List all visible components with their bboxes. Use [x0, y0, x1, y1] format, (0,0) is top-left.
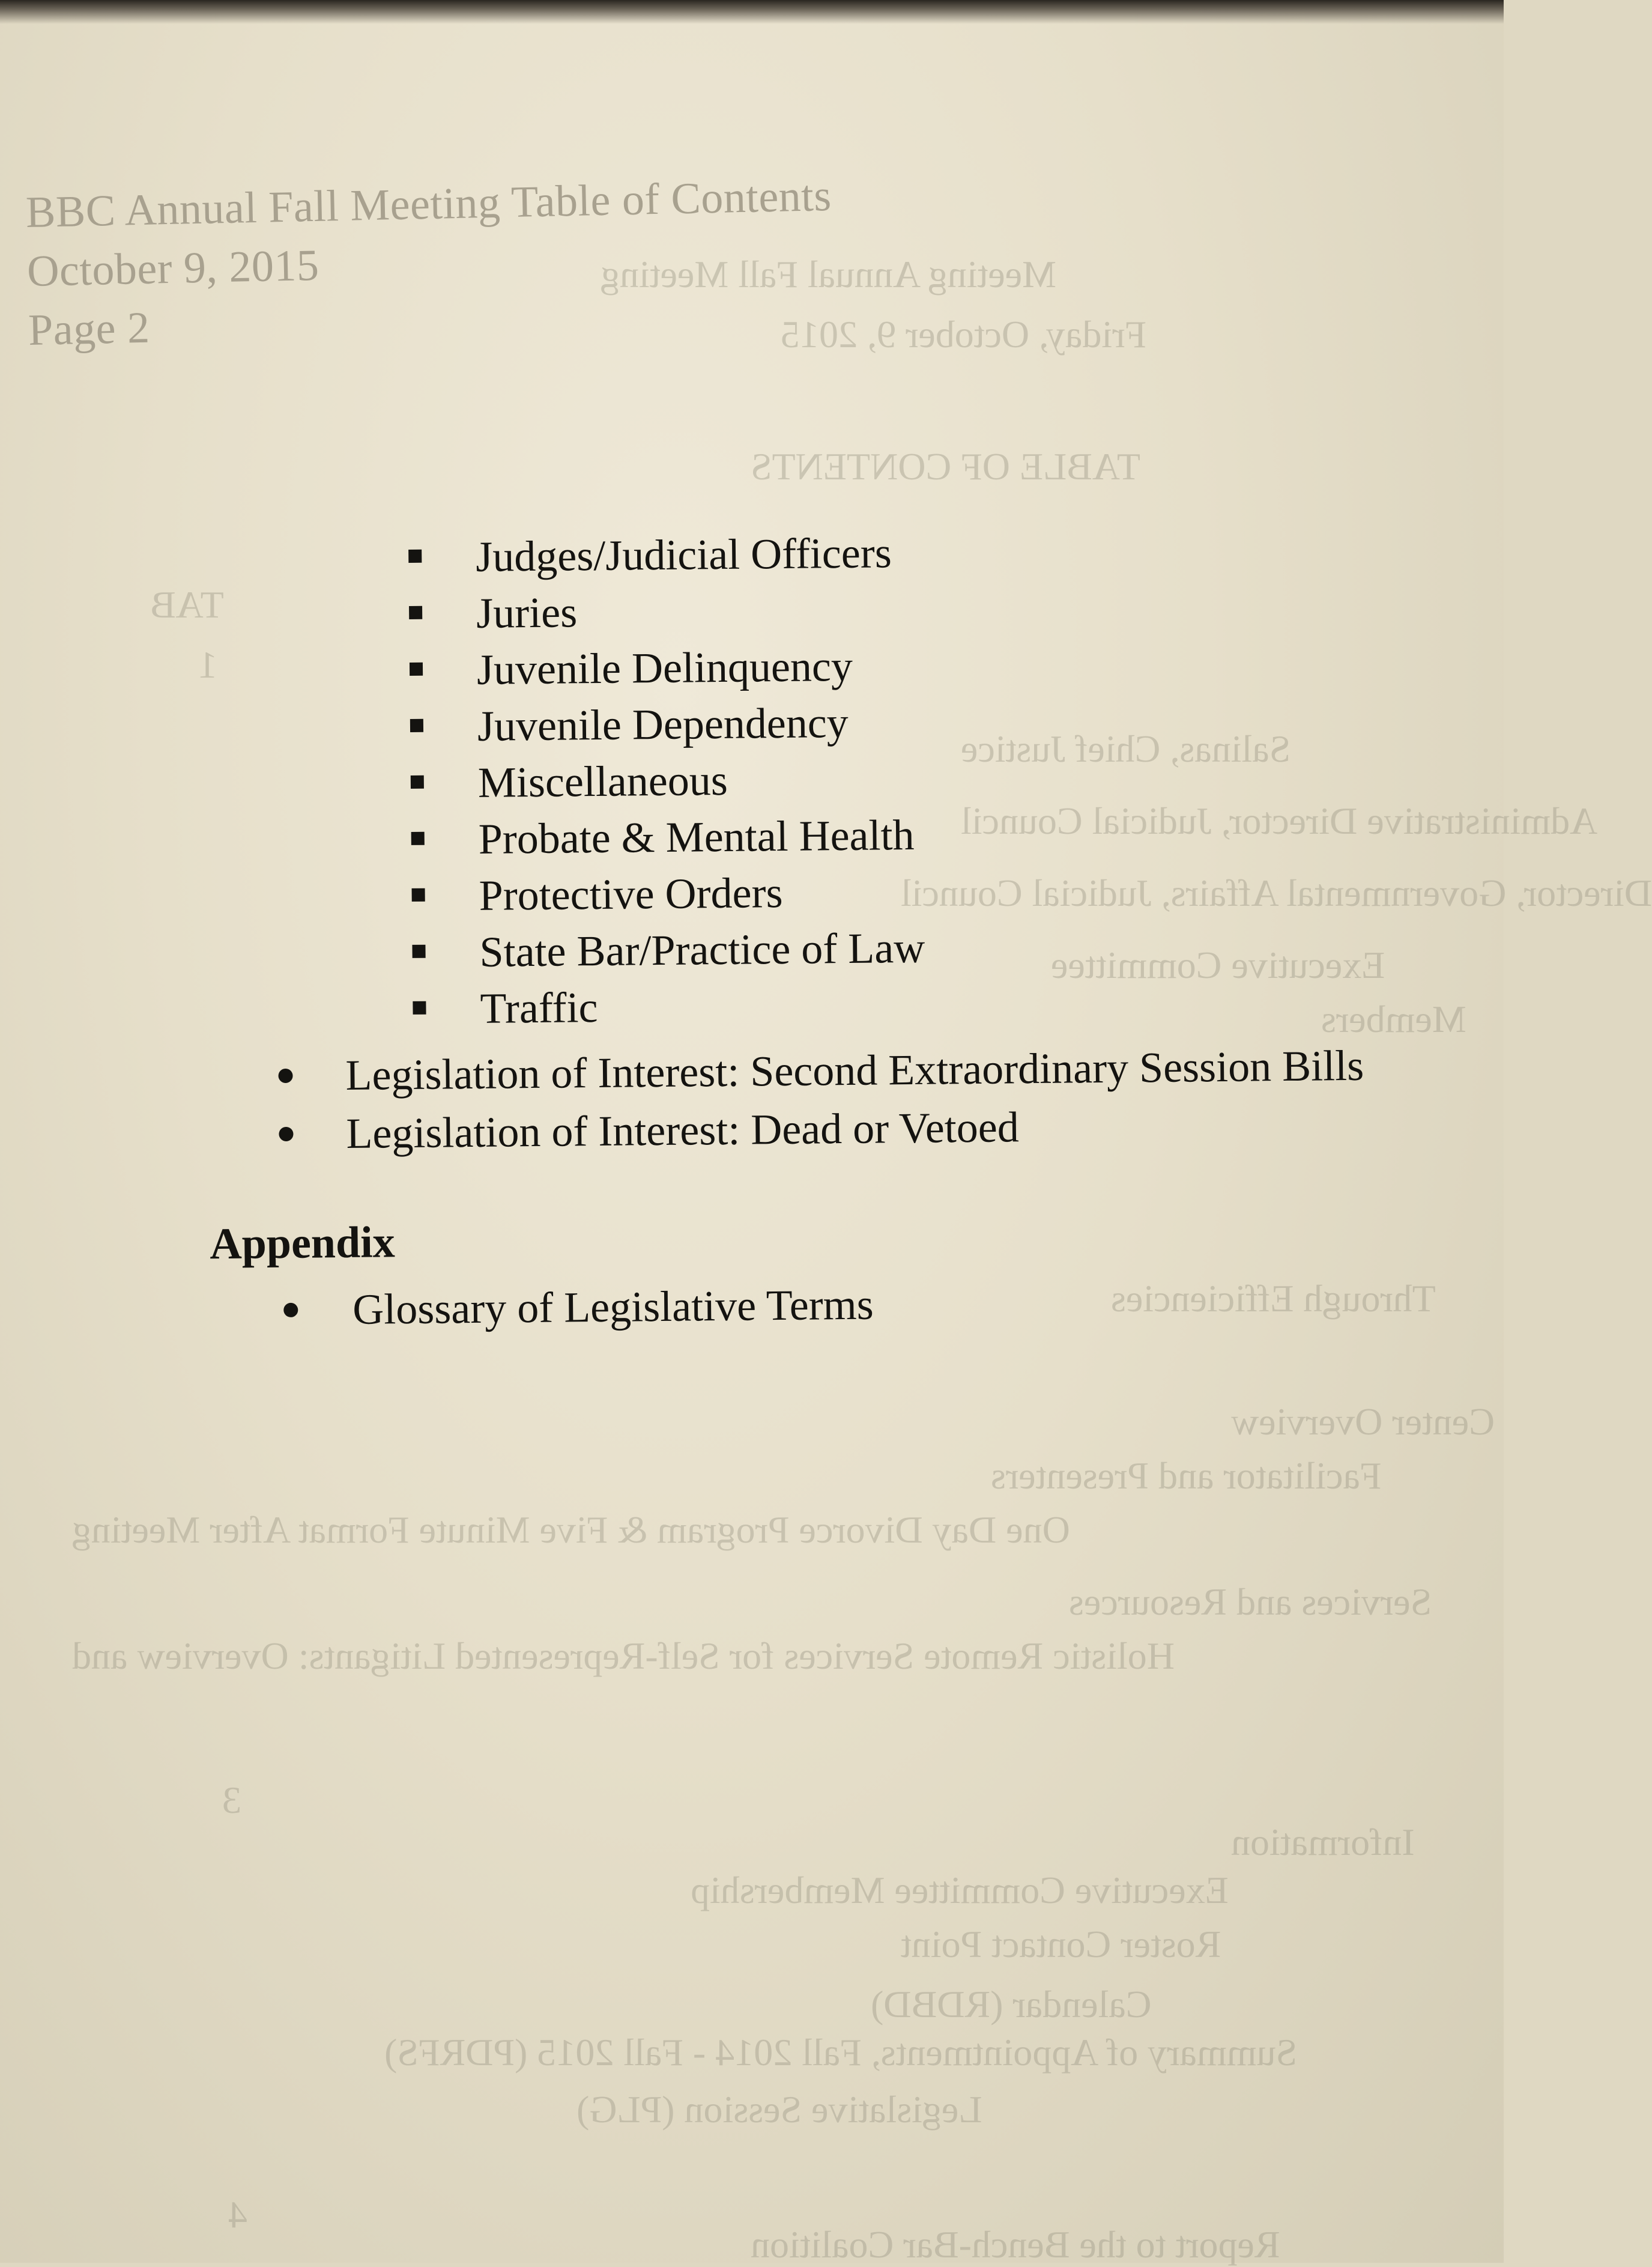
- list-item-label: Probate & Mental Health: [478, 810, 915, 863]
- list-item-label: Juvenile Dependency: [477, 698, 849, 750]
- list-item-label: Glossary of Legislative Terms: [352, 1280, 874, 1334]
- document-date: October 9, 2015: [26, 240, 320, 296]
- appendix-list: [283, 1276, 874, 1340]
- square-bullet-icon: [411, 832, 425, 845]
- list-item-label: Juries: [476, 588, 578, 637]
- list-item-label: State Bar/Practice of Law: [479, 923, 925, 976]
- square-bullet-icon: [410, 663, 423, 676]
- toc-main-list: [278, 1037, 1364, 1164]
- square-bullet-icon: [410, 719, 423, 732]
- toc-sub-list: [408, 524, 926, 1037]
- list-item: [413, 976, 926, 1037]
- list-item-label: Miscellaneous: [477, 756, 728, 807]
- list-item-label: Legislation of Interest: Second Extraordinary Session Bills: [345, 1041, 1364, 1100]
- list-item: [412, 920, 925, 981]
- list-item-label: Protective Orders: [479, 869, 783, 920]
- square-bullet-icon: [408, 550, 422, 563]
- list-item-label: Judges/Judicial Officers: [475, 529, 892, 581]
- list-item: [410, 750, 924, 812]
- list-item: [283, 1276, 874, 1340]
- square-bullet-icon: [413, 1001, 426, 1015]
- list-item-label: Traffic: [480, 983, 598, 1033]
- list-item: [408, 524, 922, 586]
- round-bullet-icon: [279, 1127, 293, 1141]
- page-number: Page 2: [28, 303, 151, 355]
- list-item: [410, 694, 924, 755]
- appendix-heading: Appendix: [209, 1218, 396, 1269]
- round-bullet-icon: [283, 1303, 298, 1317]
- round-bullet-icon: [278, 1069, 292, 1083]
- list-item: [279, 1095, 1365, 1164]
- list-item: [411, 807, 924, 868]
- square-bullet-icon: [412, 945, 425, 958]
- square-bullet-icon: [409, 606, 422, 619]
- square-bullet-icon: [411, 775, 424, 789]
- list-item: [411, 863, 925, 924]
- square-bullet-icon: [412, 888, 425, 902]
- document-title: BBC Annual Fall Meeting Table of Contents: [25, 171, 832, 237]
- list-item-label: Legislation of Interest: Dead or Vetoed: [346, 1103, 1020, 1158]
- list-item-label: Juvenile Delinquency: [476, 642, 853, 694]
- list-item: [278, 1037, 1364, 1105]
- list-item: [409, 581, 922, 642]
- list-item: [410, 637, 923, 699]
- show-through-text: Meeting Annual Fall Meeting Friday, October 9, 2015 TABLE OF CONTENTS TAB 1 Salinas, Chief Justice Administrative Director, Judicial Council Director, Governmental Affairs, Judicial Council Executive Committee Members Through Efficiencies Center Overview Facilitator and Presenters One Day Divorce Program & Five Minute Format After Meeting Services and Resources Holistic Remote Services for Self-Represented Litigants: Overview and 3 Information Executive Committee Membership Roster Contact Point Calendar (RDBD) Summary of Appointments, Fall 2014 - Fall 2015 (PDRFS) Legislative Session (PLG) 4 Report to the Bench-Bar Coalition: [72, 253, 1652, 2266]
